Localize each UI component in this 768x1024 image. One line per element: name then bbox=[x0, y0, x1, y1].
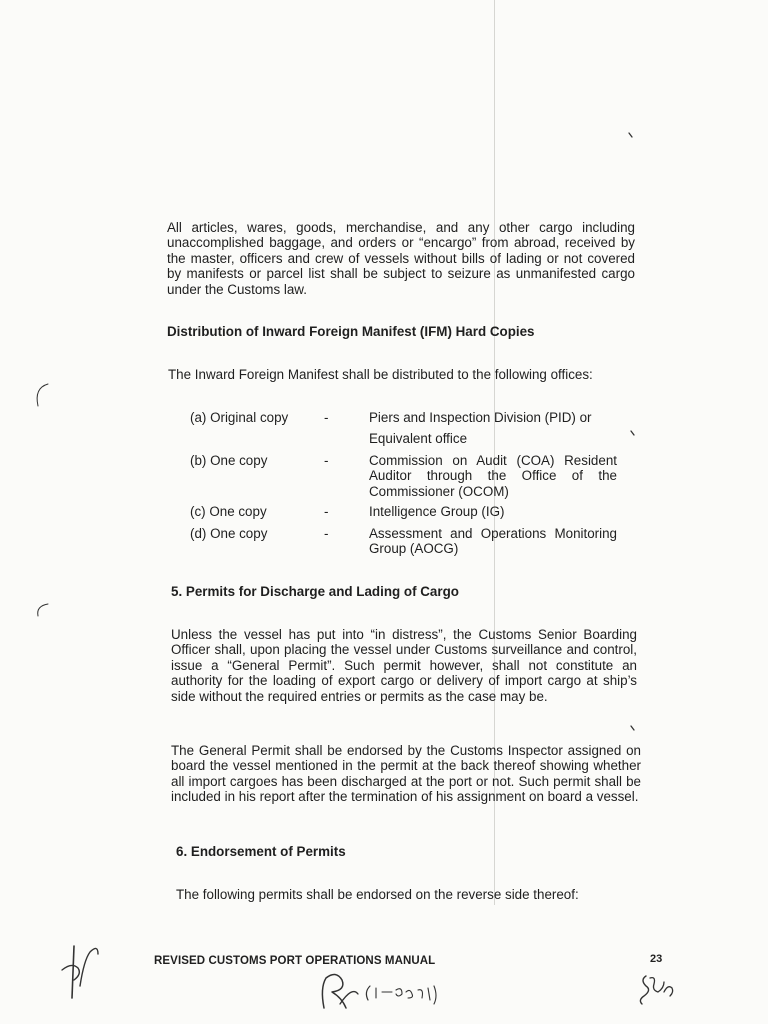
section-6-intro: The following permits shall be endorsed on the reverse side thereof: bbox=[176, 887, 579, 902]
office-name: Assessment and Operations Monitoring Group (AOCG) bbox=[369, 526, 617, 557]
distribution-heading: Distribution of Inward Foreign Manifest (IFM) Hard Copies bbox=[167, 324, 535, 339]
dash: - bbox=[324, 453, 329, 468]
copy-label: (a) Original copy bbox=[190, 410, 289, 425]
stray-mark bbox=[630, 725, 636, 731]
section-5-heading: 5. Permits for Discharge and Lading of Cargo bbox=[171, 584, 459, 599]
page-number: 23 bbox=[650, 953, 663, 965]
stray-mark bbox=[628, 132, 634, 138]
office-name: Piers and Inspection Division (PID) or bbox=[369, 410, 592, 425]
handwritten-signature bbox=[312, 968, 462, 1018]
dash: - bbox=[324, 504, 329, 519]
section-5-paragraph-1: Unless the vessel has put into “in distress”, the Customs Senior Boarding Officer shall, upon placing the vessel under Customs surveillance and control, issue a “General Permit”. Such permit however, shall not constitute an authority for the loading of export cargo or delivery of import cargo at ship’s side without the required entries or permits as the case may be. bbox=[171, 627, 637, 704]
office-name: Intelligence Group (IG) bbox=[369, 504, 505, 519]
section-5-paragraph-2: The General Permit shall be endorsed by the Customs Inspector assigned on board the vessel mentioned in the permit at the back thereof showing whether all import cargoes has been discharged at the port or not. Such permit shall be included in his report after the termination of his assignment on board a vessel. bbox=[171, 743, 641, 805]
footer-manual-title: REVISED CUSTOMS PORT OPERATIONS MANUAL bbox=[154, 955, 436, 967]
dash: - bbox=[324, 526, 329, 541]
stray-mark bbox=[630, 430, 636, 436]
punch-hole-mark bbox=[30, 600, 52, 620]
punch-hole-mark bbox=[30, 380, 52, 410]
distribution-intro: The Inward Foreign Manifest shall be distributed to the following offices: bbox=[168, 367, 593, 382]
copy-label: (d) One copy bbox=[190, 526, 268, 541]
office-name-line2: Equivalent office bbox=[369, 431, 468, 446]
intro-paragraph: All articles, wares, goods, merchandise, and any other cargo including unaccomplished baggage, and orders or “encargo” from abroad, received by the master, officers and crew of vessels without bills of lading or not covered by manifests or parcel list shall be subject to seizure as unmanifested cargo under the Customs law. bbox=[167, 220, 635, 297]
office-name: Commission on Audit (COA) Resident Auditor through the Office of the Commissioner (OCOM) bbox=[369, 453, 617, 499]
handwritten-initials-right bbox=[634, 970, 680, 1006]
dash: - bbox=[324, 410, 329, 425]
copy-label: (b) One copy bbox=[190, 453, 268, 468]
handwritten-initials-left bbox=[58, 940, 104, 1002]
section-6-heading: 6. Endorsement of Permits bbox=[176, 844, 346, 859]
copy-label: (c) One copy bbox=[190, 504, 267, 519]
